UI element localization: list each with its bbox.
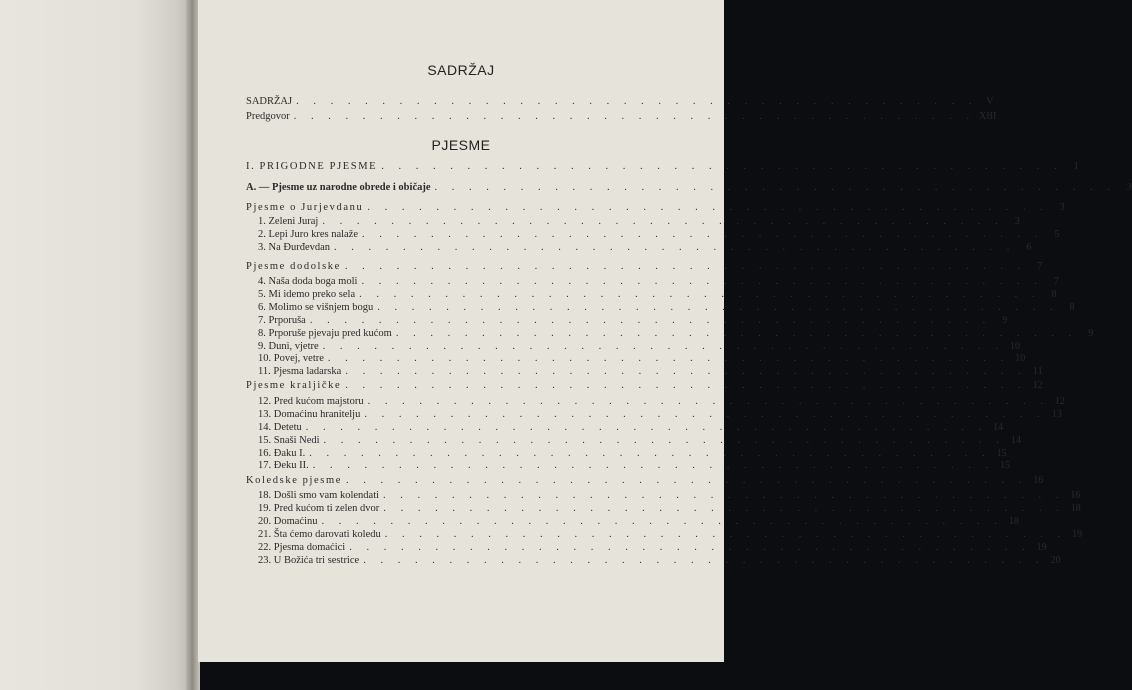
entry-title: 23. U Božića tri sestrice [258,555,360,566]
dot-leader: . . . . . . . . . . . . . . . . . . . . . . . . . . . . . . . . . . . . . . . . [383,503,1065,514]
entry-title: Pjesme dodolske [246,261,341,272]
toc-section-entry [246,161,1079,173]
page-number: 13 [1051,409,1062,420]
dot-leader: . . . . . . . . . . . . . . . . . . . . . . . . . . . . . . . . . . . . . . . . [367,202,1049,213]
dot-leader: . . . . . . . . . . . . . . . . . . . . . . . . . . . . . . . . . . . . . . . . [312,460,995,471]
page-number: 14 [993,422,1004,433]
entry-title: 16. Đaku I. [258,448,306,459]
entry-title: I. PRIGODNE PJESME [246,161,378,172]
page-number: 15 [1000,460,1011,471]
page-number: 19 [1072,529,1083,540]
entry-title: 21. Šta ćemo darovati koledu [258,529,381,540]
page-number: 9 [1002,315,1008,326]
page-number: V [986,96,994,107]
dot-leader: . . . . . . . . . . . . . . . . . . . . . . . . . . . . . . . . . . . . . . . . [383,490,1065,501]
dot-leader: . . . . . . . . . . . . . . . . . . . . . . . . . . . . . . . . . . . . . . . . [334,242,1016,253]
page-number: 5 [1054,229,1060,240]
toc-section-entry [246,261,1043,273]
toc-entry [258,555,1061,567]
entry-title: 10. Povej, vetre [258,353,324,364]
entry-title: 3. Na Đurđevdan [258,242,331,253]
toc-entry [258,229,1060,241]
toc-entry [258,542,1047,554]
page-number: 16 [1033,475,1044,486]
dot-leader: . . . . . . . . . . . . . . . . . . . . . . . . . . . . . . . . . . . . . . . . [322,341,1005,352]
poems-heading: PJESME [431,137,491,153]
toc-entry [258,529,1083,541]
toc-entry [258,409,1062,421]
entry-title: 2. Lepi Juro kres nalaže [258,229,359,240]
entry-title: 14. Detetu [258,422,302,433]
page-number: 14 [1010,435,1021,446]
entry-title: Pjesme o Jurjevdanu [246,202,364,213]
page-number: 3 [1014,216,1020,227]
toc-entry [258,289,1057,301]
dot-leader: . . . . . . . . . . . . . . . . . . . . . . . . . . . . . . . . . . . . . . . . [367,396,1049,407]
page-number: 7 [1053,276,1059,287]
entry-title: 9. Duni, vjetre [258,341,319,352]
dot-leader: . . . . . . . . . . . . . . . . . . . . . . . . . . . . . . . . . . . . . . . . [309,448,991,459]
dot-leader: . . . . . . . . . . . . . . . . . . . . . . . . . . . . . . . . . . . . . . . . [434,182,1116,193]
toc-entry [258,216,1020,228]
left-page [0,0,192,690]
toc-entry [258,276,1059,288]
entry-title: SADRŽAJ [246,96,293,107]
toc-entry [246,182,1132,194]
dot-leader: . . . . . . . . . . . . . . . . . . . . . . . . . . . . . . . . . . . . . . . . [296,96,978,107]
dot-leader: . . . . . . . . . . . . . . . . . . . . . . . . . . . . . . . . . . . . . . . . [309,315,992,326]
right-page [198,0,1132,662]
dot-leader: . . . . . . . . . . . . . . . . . . . . . . . . . . . . . . . . . . . . . . . . [363,555,1045,566]
entry-title: 8. Prporuše pjevaju pred kućom [258,328,392,339]
page-number: 11 [1033,366,1043,377]
page-number: 3 [1126,182,1132,193]
page-number: 10 [1015,353,1026,364]
entry-title: 18. Došli smo vam kolendati [258,490,380,501]
page-number: 12 [1032,380,1043,391]
toc-entry [258,435,1021,447]
page-number: 20 [1050,555,1061,566]
toc-section-entry [246,475,1044,487]
entry-title: A. — Pjesme uz narodne obrede i običaje [246,182,431,193]
entry-title: 6. Molimo se višnjem bogu [258,302,374,313]
dot-leader: . . . . . . . . . . . . . . . . . . . . . . . . . . . . . . . . . . . . . . . . [345,366,1027,377]
page-number: 8 [1051,289,1057,300]
toc-section-entry [246,380,1043,392]
dot-leader: . . . . . . . . . . . . . . . . . . . . . . . . . . . . . . . . . . . . . . . . [361,276,1043,287]
entry-title: 7. Prporuša [258,315,306,326]
toc-entry [258,328,1094,340]
dot-leader: . . . . . . . . . . . . . . . . . . . . . . . . . . . . . . . . . . . . . . . . [364,409,1046,420]
dot-leader: . . . . . . . . . . . . . . . . . . . . . . . . . . . . . . . . . . . . . . . . [344,261,1027,272]
page-number: 8 [1069,302,1075,313]
contents-heading: SADRŽAJ [427,62,495,78]
page-number: 18 [1008,516,1019,527]
toc-front-entry [246,111,997,123]
dot-leader: . . . . . . . . . . . . . . . . . . . . . . . . . . . . . . . . . . . . . . . . [384,529,1067,540]
dot-leader: . . . . . . . . . . . . . . . . . . . . . . . . . . . . . . . . . . . . . . . . [381,161,1063,172]
page-number: 10 [1010,341,1021,352]
toc-entry [258,460,1011,472]
entry-title: 4. Naša doda boga moli [258,276,358,287]
entry-title: 17. Đeku II. [258,460,309,471]
page-number: 9 [1088,328,1094,339]
page-number: 18 [1070,503,1081,514]
dot-leader: . . . . . . . . . . . . . . . . . . . . . . . . . . . . . . . . . . . . . . . . [345,380,1027,391]
page-number: 1 [1073,161,1079,172]
dot-leader: . . . . . . . . . . . . . . . . . . . . . . . . . . . . . . . . . . . . . . . . [305,422,988,433]
page-number: 3 [1059,202,1065,213]
entry-title: 12. Pred kućom majstoru [258,396,364,407]
toc-entry [258,341,1021,353]
toc-entry [258,448,1007,460]
page-number: 15 [996,448,1007,459]
dot-leader: . . . . . . . . . . . . . . . . . . . . . . . . . . . . . . . . . . . . . . . . [377,302,1059,313]
page-number: 7 [1037,261,1043,272]
dot-leader: . . . . . . . . . . . . . . . . . . . . . . . . . . . . . . . . . . . . . . . . [323,435,1005,446]
page-number: 16 [1070,490,1081,501]
toc-entry [258,503,1081,515]
page-number: 19 [1036,542,1047,553]
dot-leader: . . . . . . . . . . . . . . . . . . . . . . . . . . . . . . . . . . . . . . . . [322,216,1004,227]
dot-leader: . . . . . . . . . . . . . . . . . . . . . . . . . . . . . . . . . . . . . . . . [395,328,1078,339]
page-number: XIII [979,111,997,122]
dot-leader: . . . . . . . . . . . . . . . . . . . . . . . . . . . . . . . . . . . . . . . . [346,475,1028,486]
entry-title: 5. Mi idemo preko sela [258,289,356,300]
table-of-contents [198,0,1132,662]
toc-entry [258,242,1032,254]
entry-title: 20. Domaćinu [258,516,318,527]
entry-title: 15. Snaši Nedi [258,435,320,446]
toc-entry [258,490,1081,502]
entry-title: Predgovor [246,111,290,122]
entry-title: Koledske pjesme [246,475,343,486]
dot-leader: . . . . . . . . . . . . . . . . . . . . . . . . . . . . . . . . . . . . . . . . [349,542,1031,553]
entry-title: Pjesme kraljičke [246,380,342,391]
toc-entry [258,302,1075,314]
entry-title: 11. Pjesma ladarska [258,366,342,377]
toc-entry [258,516,1019,528]
dot-leader: . . . . . . . . . . . . . . . . . . . . . . . . . . . . . . . . . . . . . . . . [359,289,1041,300]
toc-entry [258,396,1065,408]
dot-leader: . . . . . . . . . . . . . . . . . . . . . . . . . . . . . . . . . . . . . . . . [321,516,1003,527]
page-number: 12 [1054,396,1065,407]
page-number: 6 [1026,242,1032,253]
toc-entry [258,366,1043,378]
entry-title: 22. Pjesma domaćici [258,542,346,553]
entry-title: 1. Zeleni Juraj [258,216,319,227]
entry-title: 13. Domaćinu hranitelju [258,409,361,420]
toc-front-entry [246,96,994,108]
dot-leader: . . . . . . . . . . . . . . . . . . . . . . . . . . . . . . . . . . . . . . . . [327,353,1010,364]
toc-entry [258,353,1026,365]
toc-section-entry [246,202,1065,214]
dot-leader: . . . . . . . . . . . . . . . . . . . . . . . . . . . . . . . . . . . . . . . . [362,229,1044,240]
toc-entry [258,315,1008,327]
dot-leader: . . . . . . . . . . . . . . . . . . . . . . . . . . . . . . . . . . . . . . . . [293,111,976,122]
entry-title: 19. Pred kućom ti zelen dvor [258,503,380,514]
toc-entry [258,422,1004,434]
